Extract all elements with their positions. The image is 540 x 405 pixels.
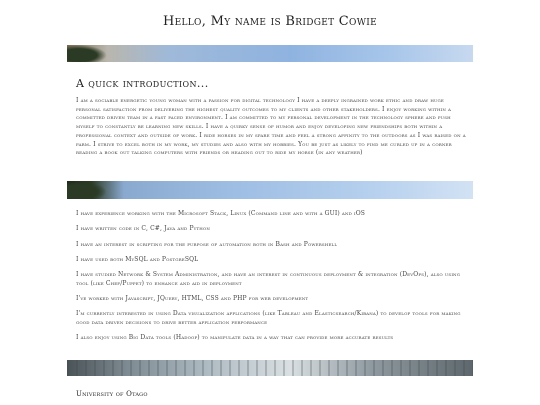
skill-item: I have an interest in scripting for the purpose of automation both in Bash and Powershell [76, 240, 338, 248]
banner-image-sky [67, 45, 473, 62]
intro-heading: A quick introduction... [76, 77, 209, 90]
banner-pier-posts [67, 360, 473, 376]
skills-list [76, 210, 468, 350]
banner-image-water [67, 360, 473, 376]
skill-item: I have studied Network & System Administration, and have an interest in continuous deployment & integration (DevOps), also using tool (like Chef/Puppet) to enhance and aid in deployment [76, 271, 461, 287]
skill-item: I've worked with Javascript, JQuery, HTML, CSS and PHP for web development [76, 295, 309, 303]
education-heading: University of Otago [76, 390, 148, 398]
page-title: Hello, My name is Bridget Cowie [162, 14, 378, 29]
skill-item: I also enjoy using Big Data tools (Hadoop) to manipulate data in a way that can provide more accurate results [76, 334, 394, 342]
skill-item: I'm currently interested in using Data visualization applications (like Tableau and Elasticsearch/Kibana) to develop tools for making good data driven decisions to drive better application performance [76, 310, 461, 327]
skill-item: I have experience working with the Microsoft Stack, Linux (Command line and with a GUI) and iOS [76, 210, 366, 217]
skill-item: I have written code in C, C#, Java and Python [76, 225, 210, 233]
skill-item: I have used both MySQL and PostgreSQL [76, 255, 199, 263]
intro-paragraph: I am a sociable energetic young woman with a passion for digital technology I have a deeply ingrained work ethic and draw huge personal satisfaction from delivering the highest quality outcomes to my clients and other stakeholders. I enjoy working within a committed driven team in a fast paced environment. I am committed to my personal development in the technology sphere and push myself to constantly be learning new skills. I have a quirky sense of humor and enjoy developing new friendships both within a professional context and outside of work. I ride horses in my spare time and feel a strong affinity to the outdoors as I was raised on a farm. I strive to excel both in my work, my studies and also with my hobbies. You be just as likely to find me curled up in a corner reading a book out talking computers with friends or heading out to ride my horse (in any weather) [76, 97, 466, 157]
banner-tree-silhouette [67, 45, 107, 62]
banner-tree-silhouette [67, 181, 107, 199]
banner-image-trees [67, 181, 473, 199]
